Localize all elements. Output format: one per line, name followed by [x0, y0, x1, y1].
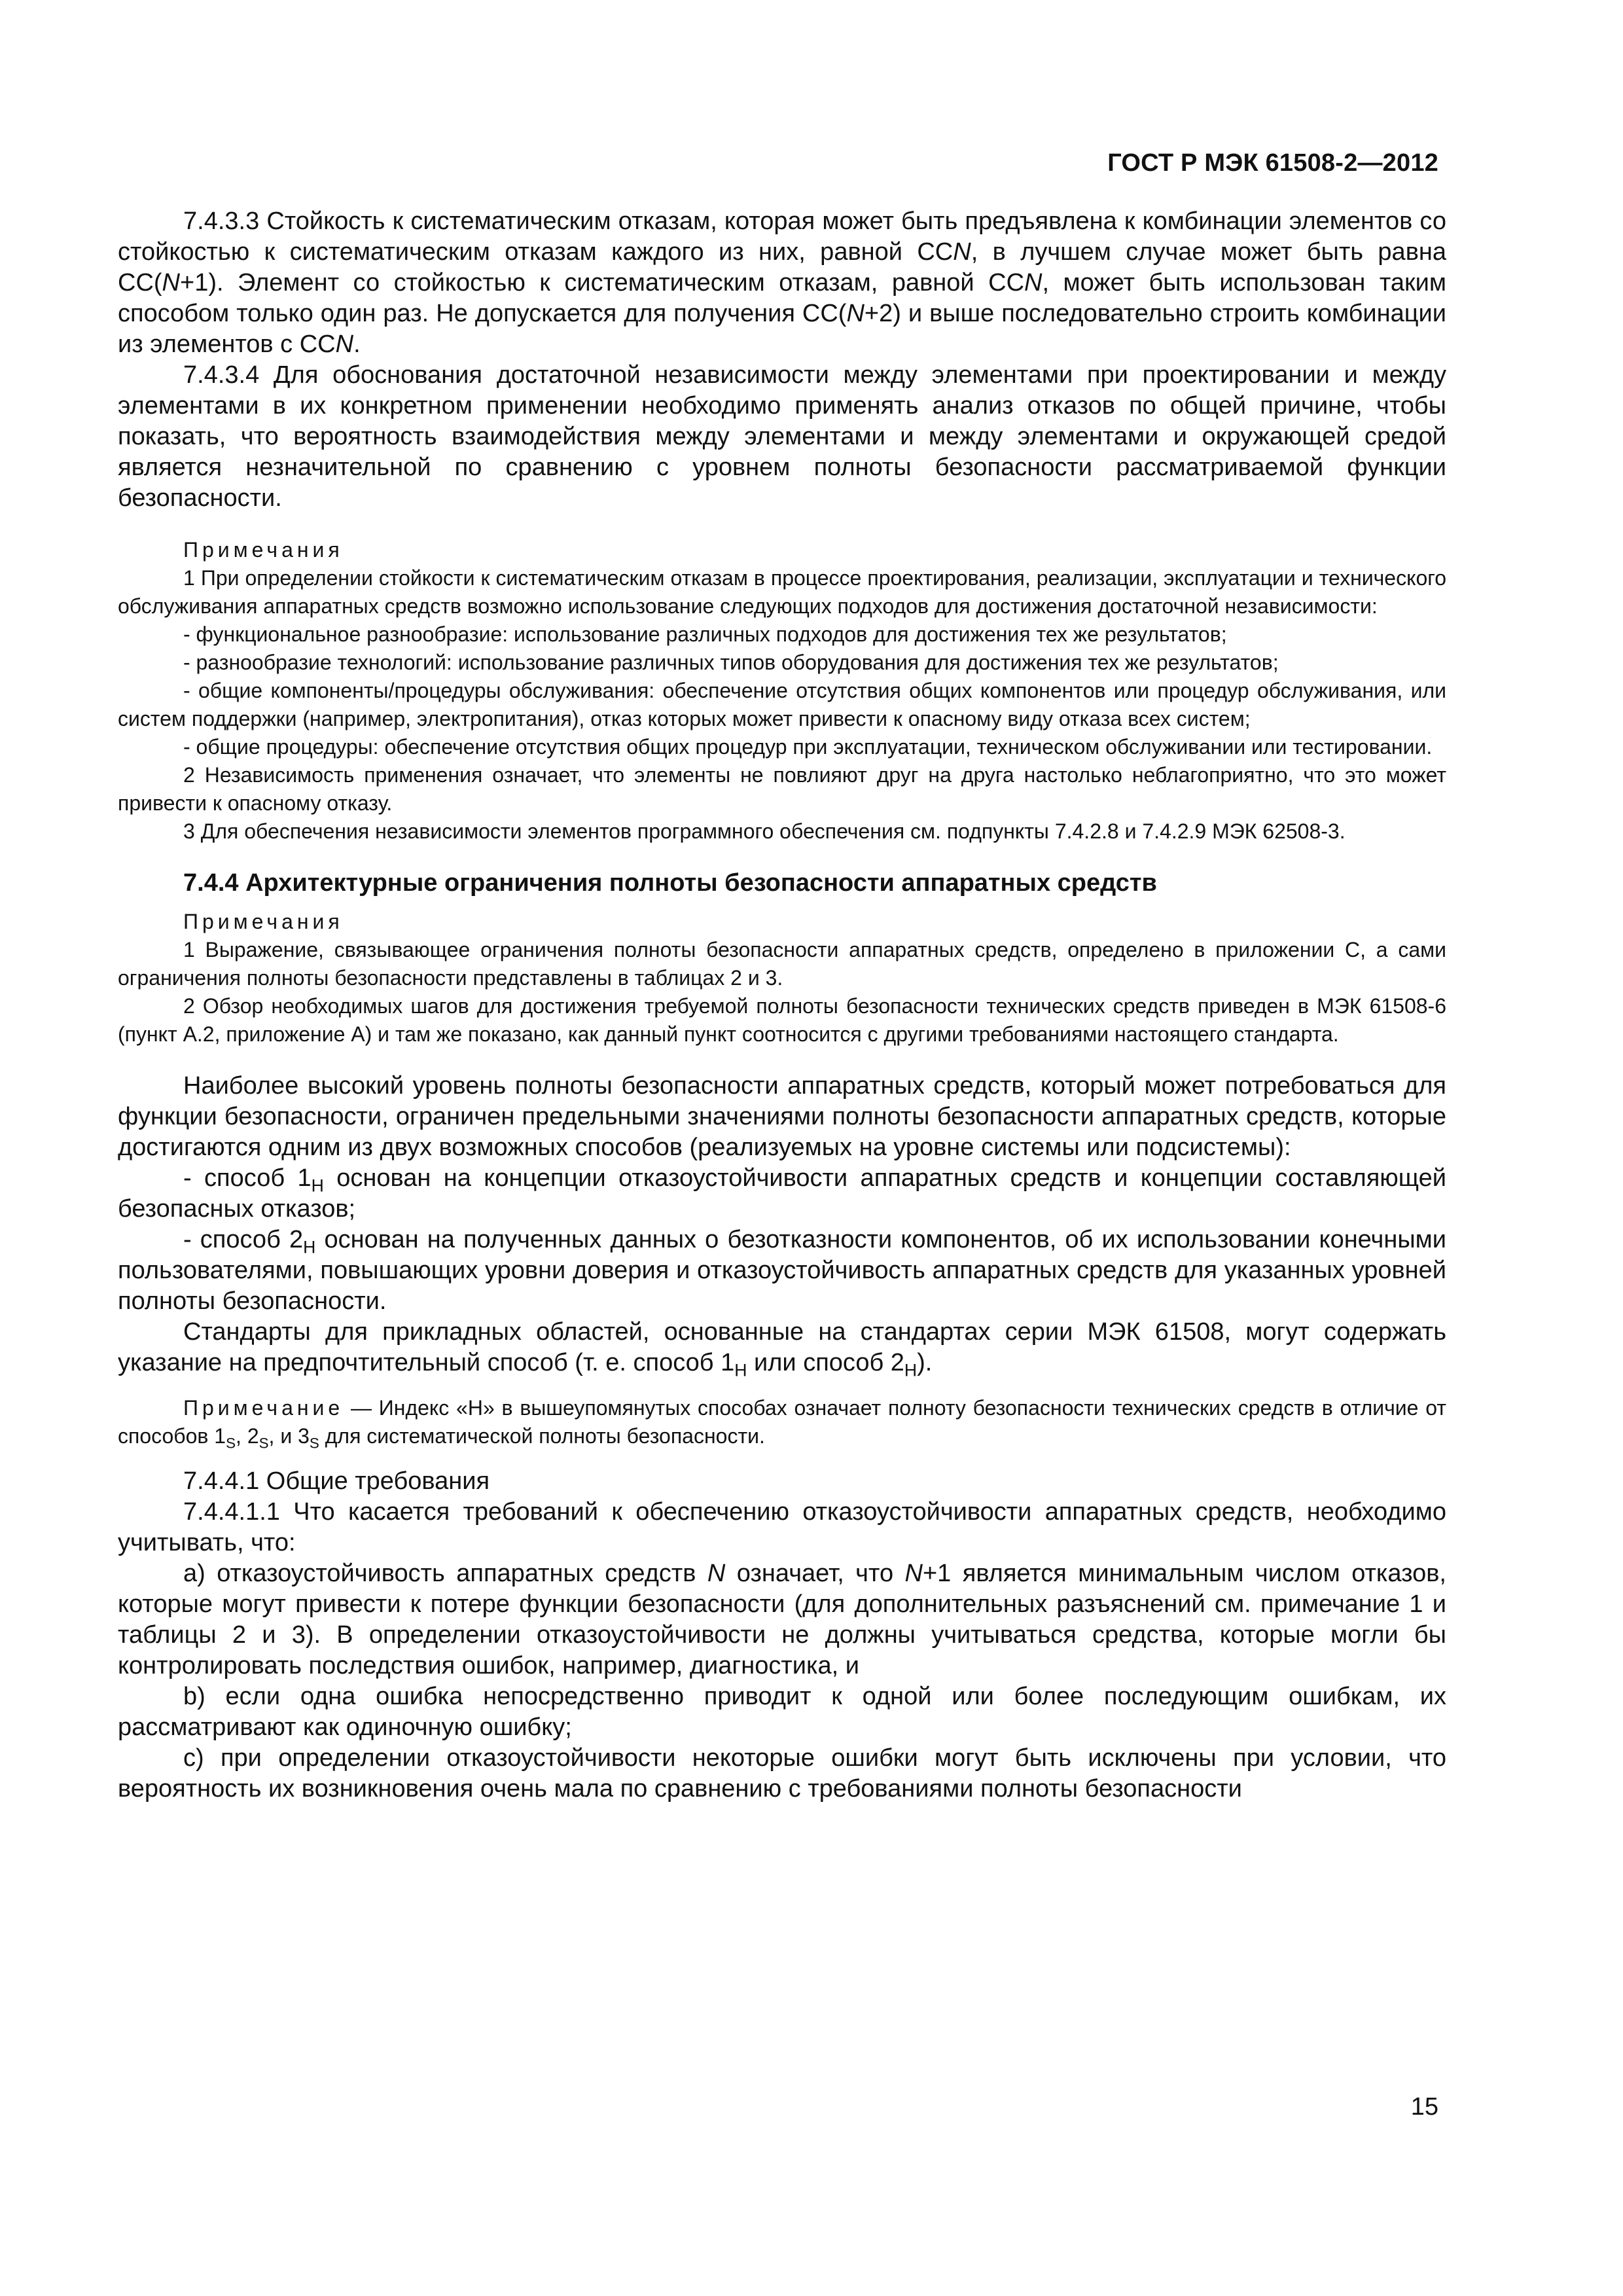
- note-3: 3 Для обеспечения независимости элементов программного обеспечения см. подпункты 7.4.2.8 и 7.4.2.9 МЭК 62508-3.: [183, 819, 1346, 843]
- route-2h-text: основан на полученных данных о безотказности компонентов, об их использовании конечными пользователями, повышающих уровни доверия и отказоустойчивость аппаратных средств для указанных уровней полноты безопасности.: [118, 1226, 1447, 1315]
- paragraph-7-4-3-4: 7.4.3.4 Для обоснования достаточной независимости между элементами при проектировании и между элементами в их конкретном применении необходимо применять анализ отказов по общей причине, чтобы показать, что вероятность взаимодействия между элементами и между элементами и окружающей средой является незначительной по сравнению с уровнем полноты безопасности рассматриваемой функции безопасности.: [118, 361, 1446, 512]
- note-index-h-title: Примечание: [183, 1396, 344, 1420]
- paragraph-application-standards-text: Стандарты для прикладных областей, основанные на стандартах серии МЭК 61508, могут содержать указание на предпочтительный способ (т. е. способ 1: [118, 1318, 1446, 1376]
- note-1: 1 При определении стойкости к систематическим отказам в процессе проектирования, реализации, эксплуатации и технического обслуживания аппаратных средств возможно использование следующих подходов для достижения достаточной независимости:: [118, 566, 1446, 618]
- subsection-7-4-4-1-title: 7.4.4.1 Общие требования: [183, 1467, 490, 1495]
- note-1-bullet-2: - разнообразие технологий: использование различных типов оборудования для достижения тех же результатов;: [183, 651, 1279, 674]
- item-b: b) если одна ошибка непосредственно приводит к одной или более последующим ошибкам, их рассматривают как одиночную ошибку;: [118, 1683, 1446, 1741]
- item-c: с) при определении отказоустойчивости некоторые ошибки могут быть исключены при условии, что вероятность их возникновения очень мала по сравнению с требованиями полноты безопасности: [118, 1744, 1446, 1803]
- note-index-h-text-a: — Индекс «Н» в вышеупомянутых способах означает полноту безопасности технических средств в отличие от способов 1: [118, 1396, 1446, 1448]
- note-index-h-text-b: для систематической полноты безопасности.: [319, 1424, 765, 1448]
- note-index-h: Примечание — Индекс «Н» в вышеупомянутых способах означает полноту безопасности технических средств в отличие от способов $1_S$, $2_S$, и $3_S$ для систематической полноты безопасности.: [118, 1396, 1446, 1452]
- paragraph-7-4-3-3-text: 7.4.3.3 Стойкость к систематическим отказам, которая может быть предъявлена к комбинации элементов со стойкостью к систематическим отказам каждого из них, равной CC: [118, 207, 1446, 266]
- item-a-text: является минимальным числом отказов, которые могут привести к потере функции безопасности (для дополнительных разъяснений см. примечание 1 и таблицы 2 и 3). В определении отказоустойчивости не должны учитываться средства, которые могли бы контролировать последствия ошибок, например, диагностика, и: [118, 1560, 1446, 1679]
- item-a: a) отказоустойчивость аппаратных средств N означает, что N+1 является минимальным числом отказов, которые могут привести к потере функции безопасности (для дополнительных разъяснений см. примечание 1 и таблицы 2 и 3). В определении отказоустойчивости не должны учитываться средства, которые могли бы контролировать последствия ошибок, например, диагностика, и: [118, 1560, 1446, 1679]
- document-header: ГОСТ Р МЭК 61508-2—2012: [1107, 149, 1438, 177]
- route-1h-item: - способ $1_H$ основан на концепции отказоустойчивости аппаратных средств и концепции составляющей безопасных отказов;: [118, 1164, 1446, 1223]
- note-1-bullet-4: - общие процедуры: обеспечение отсутствия общих процедур при эксплуатации, техническом обслуживании или тестировании.: [183, 735, 1433, 759]
- note-1-bullet-3: - общие компоненты/процедуры обслуживания: обеспечение отсутствия общих компонентов или процедур обслуживания, или систем поддержки (например, электропитания), отказ которых может привести к опасному виду отказа всех систем;: [118, 679, 1446, 730]
- route-2h-item: - способ $2_H$ основан на полученных данных о безотказности компонентов, об их использовании конечными пользователями, повышающих уровни доверия и отказоустойчивость аппаратных средств для указанных уровней полноты безопасности.: [118, 1226, 1447, 1315]
- paragraph-hardware-si: Наиболее высокий уровень полноты безопасности аппаратных средств, который может потребоваться для функции безопасности, ограничен предельными значениями полноты безопасности аппаратных средств, которые достигаются одним из двух возможных способов (реализуемых на уровне системы или подсистемы):: [118, 1072, 1446, 1161]
- page-content: [118, 206, 1446, 1804]
- notes-title-2: Примечания: [183, 910, 344, 933]
- paragraph-application-standards: Стандарты для прикладных областей, основанные на стандартах серии МЭК 61508, могут содержать указание на предпочтительный способ (т. е. способ $1_H$ или способ $2_H$).: [118, 1318, 1446, 1380]
- route-1h-text: основан на концепции отказоустойчивости аппаратных средств и концепции составляющей безопасных отказов;: [118, 1164, 1446, 1223]
- page-number: 15: [1410, 2093, 1438, 2121]
- paragraph-7-4-3-3: 7.4.3.3 Стойкость к систематическим отказам, которая может быть предъявлена к комбинации элементов со стойкостью к систематическим отказам каждого из них, равной CCN, в лучшем случае может быть равна СС(N+1). Элемент со стойкостью к систематическим отказам, равной CCN, может быть использован таким способом только один раз. Не допускается для получения CC(N+2) и выше последовательно строить комбинации из элементов с CCN.: [118, 207, 1446, 358]
- note-1-bullet-1: - функциональное разнообразие: использование различных подходов для достижения тех же результатов;: [183, 622, 1227, 646]
- note-2: 2 Независимость применения означает, что элементы не повлияют друг на друга настолько неблагоприятно, что это может привести к опасному отказу.: [118, 763, 1446, 815]
- section-7-4-4-note-1: 1 Выражение, связывающее ограничения полноты безопасности аппаратных средств, определено в приложении С, а сами ограничения полноты безопасности представлены в таблицах 2 и 3.: [118, 938, 1446, 990]
- paragraph-7-4-4-1-1: 7.4.4.1.1 Что касается требований к обеспечению отказоустойчивости аппаратных средств, необходимо учитывать, что:: [118, 1498, 1446, 1556]
- section-7-4-4-note-2: 2 Обзор необходимых шагов для достижения требуемой полноты безопасности технических средств приведен в МЭК 61508-6 (пункт А.2, приложение А) и там же показано, как данный пункт соотносится с другими требованиями настоящего стандарта.: [118, 994, 1446, 1046]
- notes-title: Примечания: [183, 538, 344, 562]
- section-heading-7-4-4: 7.4.4 Архитектурные ограничения полноты безопасности аппаратных средств: [183, 869, 1157, 897]
